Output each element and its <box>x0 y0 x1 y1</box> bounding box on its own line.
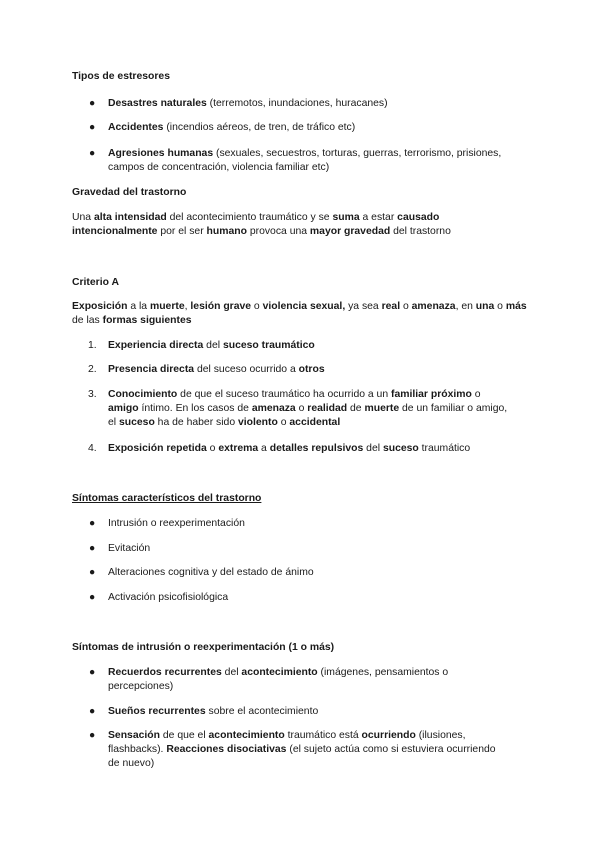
text-run: o <box>295 403 308 414</box>
heading-stressor-types: Tipos de estresores <box>72 71 170 82</box>
text-run: a estar <box>359 212 398 223</box>
text-run: (el sujeto actúa como si estuviera ocurriendo de nuevo) <box>108 744 496 769</box>
bullet-icon: ● <box>89 122 96 133</box>
item-number: 2. <box>88 364 97 375</box>
bold-run: Sueños recurrentes <box>108 706 206 717</box>
item-text <box>108 364 325 375</box>
text-run: ha de haber sido <box>154 417 238 428</box>
item-number: 3. <box>88 389 97 400</box>
text-run: (ilusiones, flashbacks). <box>108 730 466 755</box>
item-number: 4. <box>88 443 97 454</box>
text-run: por el ser <box>157 226 207 237</box>
bold-run: alta intensidad <box>93 212 167 223</box>
bold-run: suceso <box>382 443 419 454</box>
bold-run: suceso traumático <box>222 340 315 351</box>
numbered-item <box>88 363 508 377</box>
bold-run: humano <box>206 226 247 237</box>
bold-run: realidad <box>307 403 348 414</box>
text-run: traumático <box>418 443 471 454</box>
heading-intrusion-symptoms: Síntomas de intrusión o reexperimentación (1 o más) <box>72 642 335 653</box>
bullet-icon: ● <box>89 98 96 109</box>
bold-run: mayor gravedad <box>309 226 391 237</box>
criterion-a-intro <box>72 300 534 328</box>
bold-run: accidental <box>289 417 341 428</box>
text-run: o <box>251 301 263 312</box>
text-run: de que el suceso traumático ha ocurrido a un <box>177 389 391 400</box>
bullet-icon: ● <box>89 730 96 741</box>
list-item-intrusion <box>89 666 498 694</box>
heading-characteristic-symptoms: Síntomas característicos del trastorno <box>72 493 262 504</box>
bold-run: más <box>505 301 527 312</box>
stressor-desc: (terremotos, inundaciones, huracanes) <box>206 98 388 109</box>
bold-run: formas siguientes <box>102 315 192 326</box>
symptom-text: Intrusión o reexperimentación <box>108 518 245 529</box>
list-item-intrusion <box>89 729 503 771</box>
stressor-label: Desastres naturales <box>108 98 207 109</box>
bold-run: Exposición <box>72 301 128 312</box>
bold-run: suma <box>332 212 360 223</box>
bold-run: violencia sexual, <box>262 301 346 312</box>
bullet-icon: ● <box>89 706 96 717</box>
text-run: a <box>258 443 270 454</box>
stressor-label: Agresiones humanas <box>108 148 214 159</box>
text-run: del trastorno <box>390 226 451 237</box>
text-run: o <box>400 301 412 312</box>
text-run: Una <box>72 212 94 223</box>
text-run: o <box>277 417 290 428</box>
bullet-icon: ● <box>89 567 96 578</box>
bullet-icon: ● <box>89 592 96 603</box>
bold-run: familiar próximo <box>391 389 472 400</box>
symptom-text: Alteraciones cognitiva y del estado de ánimo <box>108 567 314 578</box>
bold-run: acontecimiento <box>241 667 318 678</box>
text-run: de las <box>72 315 103 326</box>
bold-run: extrema <box>218 443 259 454</box>
stressor-label: Accidentes <box>108 122 164 133</box>
text-run: o <box>471 389 481 400</box>
text-run: traumático está <box>284 730 362 741</box>
text-run: a la <box>127 301 150 312</box>
bold-run: causado intencionalmente <box>72 212 440 237</box>
intrusion-text <box>108 730 496 769</box>
bold-run: Conocimiento <box>108 389 178 400</box>
bold-run: detalles repulsivos <box>269 443 364 454</box>
bold-run: acontecimiento <box>208 730 285 741</box>
text-run: provoca una <box>246 226 310 237</box>
text-run: sobre el acontecimiento <box>205 706 319 717</box>
list-item-symptom <box>89 566 508 580</box>
text-run: ya sea <box>345 301 382 312</box>
list-item-symptom <box>89 542 508 556</box>
bold-run: muerte <box>364 403 400 414</box>
list-item-symptom <box>89 591 508 605</box>
bold-run: suceso <box>118 417 155 428</box>
item-number: 1. <box>88 340 97 351</box>
text-run: de <box>347 403 365 414</box>
bullet-icon: ● <box>89 148 96 159</box>
bold-run: lesión grave <box>190 301 252 312</box>
bold-run: Presencia directa <box>108 364 195 375</box>
list-item-stressor <box>89 121 508 135</box>
list-item-intrusion <box>89 705 508 719</box>
heading-criterion-a: Criterio A <box>72 277 119 288</box>
text-run: del <box>363 443 383 454</box>
numbered-item <box>88 388 508 430</box>
numbered-item <box>88 339 508 353</box>
bold-run: una <box>475 301 495 312</box>
numbered-item <box>88 442 528 456</box>
intrusion-text <box>108 667 448 692</box>
bullet-icon: ● <box>89 518 96 529</box>
text-run: del acontecimiento traumático y se <box>166 212 333 223</box>
bold-run: Recuerdos recurrentes <box>108 667 222 678</box>
bold-run: muerte <box>149 301 185 312</box>
stressor-desc: (sexuales, secuestros, torturas, guerras, terrorismo, prisiones, campos de concentración, violencia familiar etc) <box>108 148 502 173</box>
symptom-text: Activación psicofisiológica <box>108 592 229 603</box>
bold-run: amigo <box>108 403 139 414</box>
text-run: del <box>203 340 223 351</box>
text-run: del <box>221 667 242 678</box>
text-run: del suceso ocurrido a <box>194 364 299 375</box>
item-text <box>108 340 315 351</box>
severity-paragraph <box>72 211 492 239</box>
text-run: o <box>494 301 506 312</box>
bold-run: amenaza <box>251 403 296 414</box>
list-item-symptom <box>89 517 508 531</box>
bold-run: otros <box>298 364 325 375</box>
text-run: íntimo. En los casos de <box>138 403 252 414</box>
bold-run: Exposición repetida <box>108 443 207 454</box>
stressor-desc: (incendios aéreos, de tren, de tráfico etc) <box>163 122 356 133</box>
bold-run: Sensación <box>108 730 160 741</box>
text-run: , <box>184 301 191 312</box>
text-run: de que el <box>159 730 209 741</box>
bold-run: amenaza <box>411 301 456 312</box>
text-run: (imágenes, pensamientos o percepciones) <box>108 667 449 692</box>
symptom-text: Evitación <box>108 543 151 554</box>
list-item-stressor <box>89 97 508 111</box>
bold-run: ocurriendo <box>361 730 416 741</box>
bullet-icon: ● <box>89 667 96 678</box>
intrusion-text <box>108 706 318 717</box>
list-item-stressor <box>89 147 508 175</box>
text-run: o <box>206 443 219 454</box>
item-text <box>108 443 470 454</box>
text-run: de un familiar o amigo, el <box>108 403 508 428</box>
text-run: , en <box>455 301 476 312</box>
heading-severity: Gravedad del trastorno <box>72 187 187 198</box>
bold-run: violento <box>237 417 278 428</box>
bold-run: real <box>381 301 401 312</box>
bold-run: Reacciones disociativas <box>166 744 287 755</box>
item-text <box>108 389 507 428</box>
bullet-icon: ● <box>89 543 96 554</box>
bold-run: Experiencia directa <box>108 340 204 351</box>
